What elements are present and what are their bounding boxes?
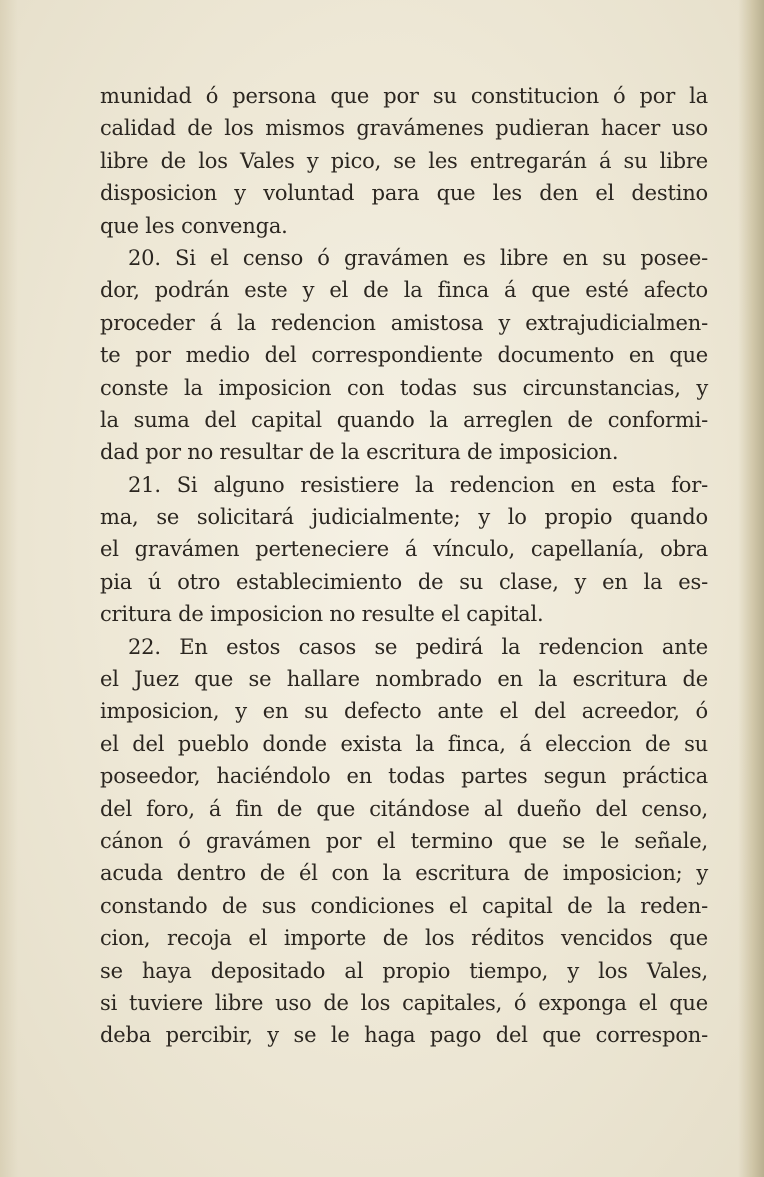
text-line: conste la imposicion con todas sus circunstancias, y [100, 375, 708, 400]
text-line: del foro, á fin de que citándose al dueño del censo, [100, 796, 708, 821]
page-right-edge-shadow [738, 0, 764, 1177]
text-line: te por medio del correspondiente documento en que [100, 343, 708, 368]
text-line: dad por no resultar de la escritura de imposicion. [100, 440, 619, 465]
text-line: munidad ó persona que por su constitucion ó por la [100, 84, 708, 108]
text-line: critura de imposicion no resulte el capital. [100, 602, 544, 627]
text-line: pia ú otro establecimiento de su clase, y en la es- [100, 569, 708, 594]
page-left-edge-shadow [0, 0, 18, 1177]
text-line: la suma del capital quando la arreglen de conformi- [100, 407, 708, 432]
text-line: calidad de los mismos gravámenes pudieran hacer uso [100, 116, 708, 141]
text-line: que les convenga. [100, 213, 288, 238]
text-line: libre de los Vales y pico, se les entregarán á su libre [100, 148, 708, 173]
text-line: imposicion, y en su defecto ante el del acreedor, ó [100, 699, 708, 724]
text-line: poseedor, haciéndolo en todas partes segun práctica [100, 764, 708, 789]
text-line: proceder á la redencion amistosa y extrajudicialmen- [100, 310, 708, 335]
text-line: el del pueblo donde exista la finca, á eleccion de su [100, 731, 708, 756]
text-line: disposicion y voluntad para que les den el destino [100, 181, 708, 206]
text-line: el Juez que se hallare nombrado en la escritura de [100, 667, 708, 692]
paragraph-20-first-line: 20. Si el censo ó gravámen es libre en su posee- [128, 245, 708, 270]
text-line: si tuviere libre uso de los capitales, ó exponga el que [100, 990, 708, 1015]
text-line: cion, recoja el importe de los réditos vencidos que [100, 926, 708, 951]
text-line: el gravámen perteneciere á vínculo, capellanía, obra [100, 537, 708, 562]
text-line: cánon ó gravámen por el termino que se le señale, [100, 828, 708, 853]
text-line: se haya depositado al propio tiempo, y los Vales, [100, 958, 708, 983]
text-line: ma, se solicitará judicialmente; y lo propio quando [100, 505, 708, 530]
text-line: deba percibir, y se le haga pago del que correspon- [100, 1023, 708, 1048]
text-line: acuda dentro de él con la escritura de imposicion; y [100, 861, 708, 886]
text-line: constando de sus condiciones el capital de la reden- [100, 893, 708, 918]
paragraph-21-first-line: 21. Si alguno resistiere la redencion en esta for- [128, 472, 708, 497]
text-line: dor, podrán este y el de la finca á que esté afecto [100, 278, 708, 303]
page-text [100, 80, 708, 1052]
paragraph-22-first-line: 22. En estos casos se pedirá la redencion ante [128, 634, 708, 659]
